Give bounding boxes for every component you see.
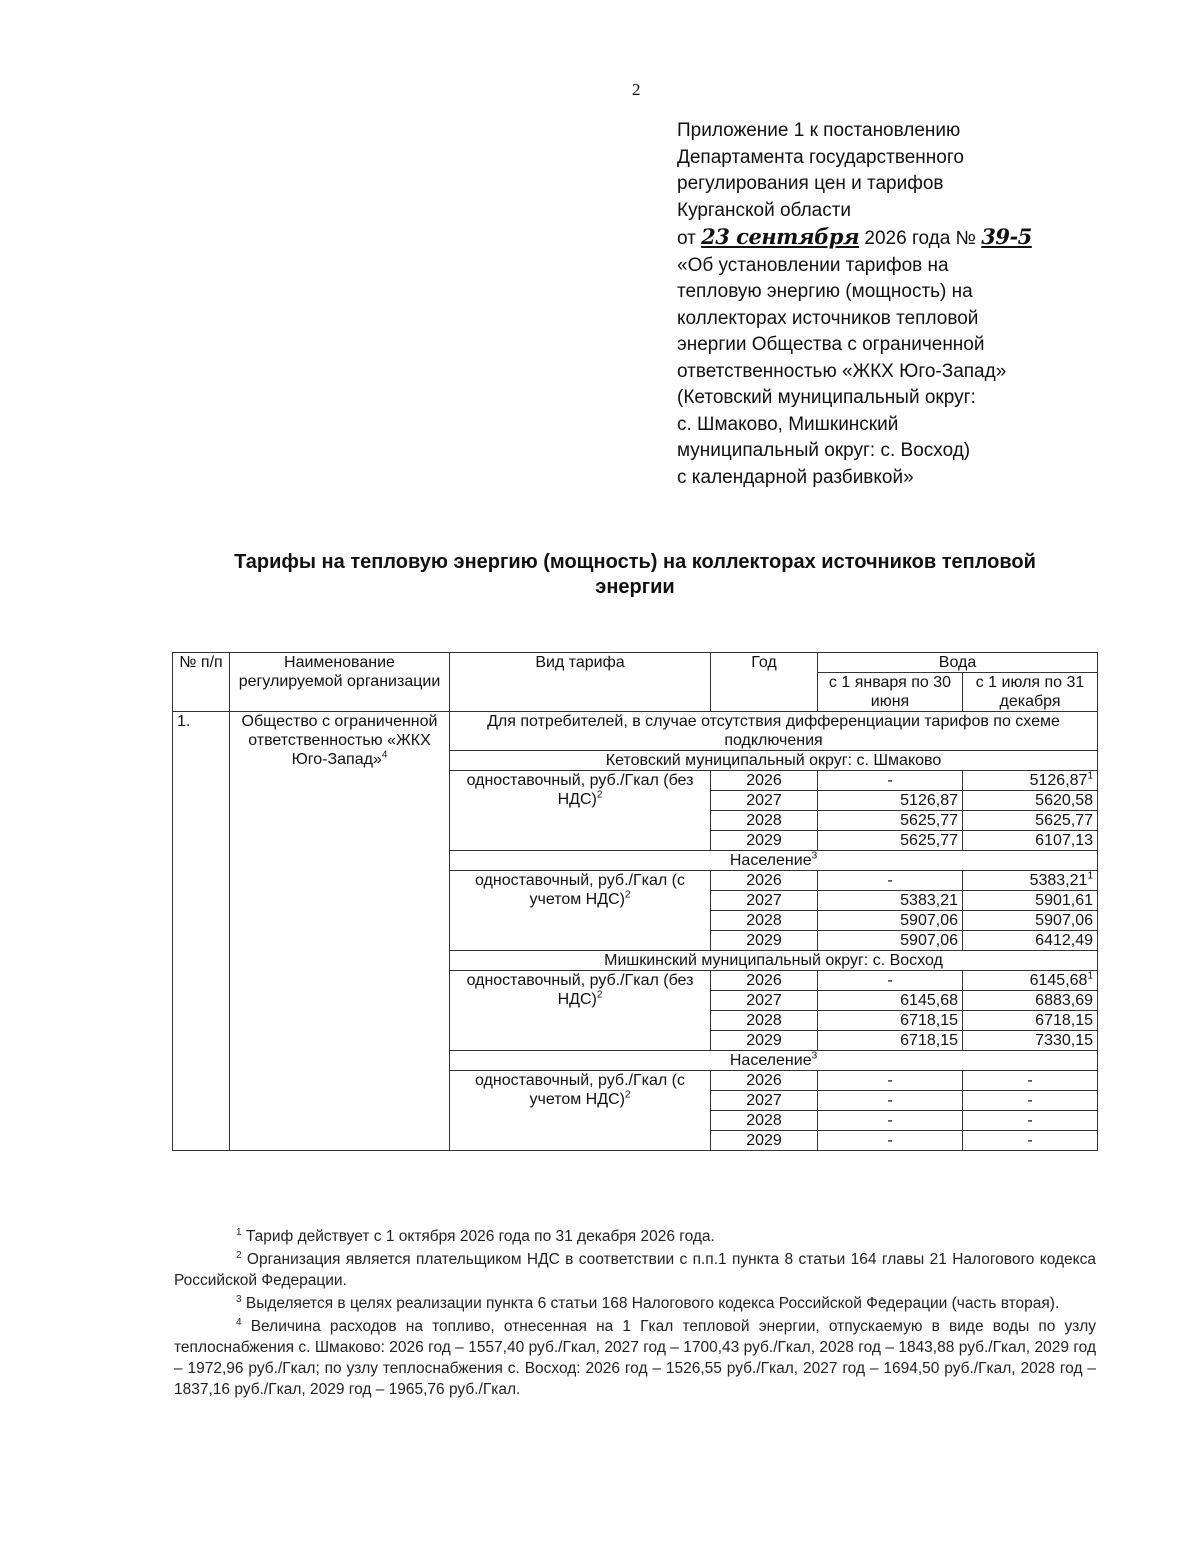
period-2-value: 6883,69: [963, 991, 1098, 1011]
subject-line: (Кетовский муниципальный округ:: [677, 387, 976, 408]
footnote-text: Организация является плательщиком НДС в соответствии с п.п.1 пункта 8 статьи 164 главы 21 Налогового кодекса Российской Федерации.: [174, 1251, 1096, 1289]
footnote-mark: 3: [236, 1293, 242, 1305]
consumers-note: Для потребителей, в случае отсутствия дифференциации тарифов по схеме подключения: [450, 712, 1098, 751]
table-row: [173, 712, 1098, 751]
period-2-value: 6107,13: [963, 831, 1098, 851]
appendix-line: Курганской области: [677, 199, 852, 221]
year-cell: 2026: [711, 971, 818, 991]
footnote-mark: 2: [596, 989, 603, 1001]
period-2-value: 6145,68$^1$: [963, 971, 1098, 991]
year-cell: 2029: [711, 831, 818, 851]
footnote-mark: 2: [236, 1249, 242, 1261]
period-1-value: 5625,77: [818, 811, 963, 831]
segment-label: Мишкинский муниципальный округ: с. Восход: [450, 951, 1098, 971]
period-2-value: 5907,06: [963, 911, 1098, 931]
footnote-text: Величина расходов на топливо, отнесенная на 1 Гкал тепловой энергии, отпускаемую в виде воды по узлу теплоснабжения с. Шмаково: 2026 год – 1557,40 руб./Гкал, 2027 год – 1700,43 руб./Гкал, 2028 год – 1843,88 руб./Гкал, 2029 год – 1972,96 руб./Гкал; по узлу теплоснабжения с. Восход: 2026 год – 1526,55 руб./Гкал, 2027 год – 1694,50 руб./Гкал, 2028 год – 1837,16 руб./Гкал, 2029 год – 1965,76 руб./Гкал.: [174, 1318, 1096, 1398]
footnote-text: Тариф действует с 1 октября 2026 года по 31 декабря 2026 года.: [245, 1228, 715, 1245]
header-org: Наименование регулируемой организации: [230, 653, 450, 712]
year-cell: 2028: [711, 811, 818, 831]
period-2-value: 5126,87$^1$: [963, 771, 1098, 791]
period-1-value: -: [818, 1091, 963, 1111]
header-period-1: с 1 января по 30 июня: [818, 673, 963, 712]
segment-label: Население$^3$: [450, 851, 1098, 871]
year-cell: 2027: [711, 791, 818, 811]
period-1-value: 6145,68: [818, 991, 963, 1011]
year-cell: 2026: [711, 871, 818, 891]
footnote: [174, 1226, 1096, 1247]
footnote-mark: 1: [1087, 970, 1094, 982]
period-1-value: -: [818, 1111, 963, 1131]
period-1-value: -: [818, 971, 963, 991]
period-2-value: 7330,15: [963, 1031, 1098, 1051]
subject-line: коллекторах источников тепловой: [677, 307, 979, 329]
period-1-value: 5907,06: [818, 931, 963, 951]
period-1-value: 6718,15: [818, 1031, 963, 1051]
period-1-value: -: [818, 1131, 963, 1151]
year-cell: 2029: [711, 931, 818, 951]
period-1-value: 5126,87: [818, 791, 963, 811]
year-cell: 2029: [711, 1031, 818, 1051]
period-2-value: 6412,49: [963, 931, 1098, 951]
footnotes: [174, 1226, 1096, 1402]
year-cell: 2027: [711, 891, 818, 911]
row-number: 1.: [173, 712, 230, 1151]
title-line: Тарифы на тепловую энергию (мощность) на коллекторах источников тепловой: [234, 551, 1036, 573]
segment-label: Кетовский муниципальный округ: с. Шмаково: [450, 751, 1098, 771]
period-1-value: -: [818, 871, 963, 891]
footnote-mark: 4: [381, 749, 388, 761]
tariff-table: [172, 652, 1098, 1151]
footnote-mark: 3: [811, 1050, 818, 1062]
period-2-value: 6718,15: [963, 1011, 1098, 1031]
subject-line: ответственностью «ЖКХ Юго-Запад»: [677, 360, 1007, 382]
period-2-value: 5625,77: [963, 811, 1098, 831]
handwritten-number: 39-5: [981, 224, 1032, 249]
year-cell: 2028: [711, 1011, 818, 1031]
header-num: № п/п: [173, 653, 230, 712]
handwritten-date: 23 сентября: [701, 224, 860, 249]
appendix-date-line: [677, 224, 1117, 253]
subject-line: с. Шмаково, Мишкинский: [677, 413, 899, 435]
footnote-mark: 2: [624, 1089, 631, 1101]
footnote-mark: 1: [1087, 770, 1094, 782]
tariff-type: одноставочный, руб./Гкал (без НДС)$^2$: [450, 971, 711, 1051]
date-prefix: от: [677, 228, 696, 249]
footnote-text: Выделяется в целях реализации пункта 6 статьи 168 Налогового кодекса Российской Федерации (часть вторая).: [245, 1295, 1060, 1312]
period-1-value: 5625,77: [818, 831, 963, 851]
tariff-type: одноставочный, руб./Гкал (без НДС)$^2$: [450, 771, 711, 851]
year-cell: 2026: [711, 771, 818, 791]
title-line: энергии: [595, 576, 675, 598]
document-title: [160, 550, 1110, 600]
appendix-line: Приложение 1 к постановлению: [677, 120, 961, 141]
header-period-2: с 1 июля по 31 декабря: [963, 673, 1098, 712]
year-cell: 2028: [711, 911, 818, 931]
period-2-value: -: [963, 1091, 1098, 1111]
period-2-value: -: [963, 1071, 1098, 1091]
subject-line: муниципальный округ: с. Восход): [677, 440, 971, 461]
footnote-mark: 3: [811, 850, 818, 862]
tariff-type: одноставочный, руб./Гкал (с учетом НДС)$^2$: [450, 1071, 711, 1151]
appendix-line: Департамента государственного: [677, 146, 964, 168]
year-cell: 2029: [711, 1131, 818, 1151]
period-1-value: 5383,21: [818, 891, 963, 911]
subject-line: тепловую энергию (мощность) на: [677, 281, 973, 302]
footnote: [174, 1293, 1096, 1314]
period-1-value: 5907,06: [818, 911, 963, 931]
segment-label: Население$^3$: [450, 1051, 1098, 1071]
appendix-line: регулирования цен и тарифов: [677, 173, 944, 194]
header-tariff-type: Вид тарифа: [450, 653, 711, 712]
organization-name: Общество с ограниченной ответственностью «ЖКХ Юго-Запад»$^4$: [230, 712, 450, 1151]
header-water: Вода: [818, 653, 1098, 673]
period-2-value: -: [963, 1111, 1098, 1131]
period-2-value: -: [963, 1131, 1098, 1151]
footnote: [174, 1316, 1096, 1400]
footnote: [174, 1249, 1096, 1291]
period-2-value: 5383,21$^1$: [963, 871, 1098, 891]
header-year: Год: [711, 653, 818, 712]
footnote-mark: 2: [596, 789, 603, 801]
year-cell: 2027: [711, 991, 818, 1011]
appendix-header: [677, 118, 1117, 491]
subject-line: с календарной разбивкой»: [677, 466, 914, 488]
period-1-value: -: [818, 1071, 963, 1091]
footnote-mark: 1: [236, 1226, 242, 1238]
period-1-value: 6718,15: [818, 1011, 963, 1031]
year-text: 2026 года №: [864, 228, 976, 249]
tariff-type: одноставочный, руб./Гкал (с учетом НДС)$^2$: [450, 871, 711, 951]
page-number: 2: [632, 80, 641, 99]
period-2-value: 5901,61: [963, 891, 1098, 911]
footnote-mark: 4: [236, 1316, 242, 1328]
footnote-mark: 1: [1087, 870, 1094, 882]
table-header-row: [173, 653, 1098, 673]
subject-line: энергии Общества с ограниченной: [677, 334, 985, 355]
year-cell: 2028: [711, 1111, 818, 1131]
footnote-mark: 2: [624, 889, 631, 901]
period-1-value: -: [818, 771, 963, 791]
subject-line: «Об установлении тарифов на: [677, 254, 949, 276]
period-2-value: 5620,58: [963, 791, 1098, 811]
year-cell: 2027: [711, 1091, 818, 1111]
year-cell: 2026: [711, 1071, 818, 1091]
